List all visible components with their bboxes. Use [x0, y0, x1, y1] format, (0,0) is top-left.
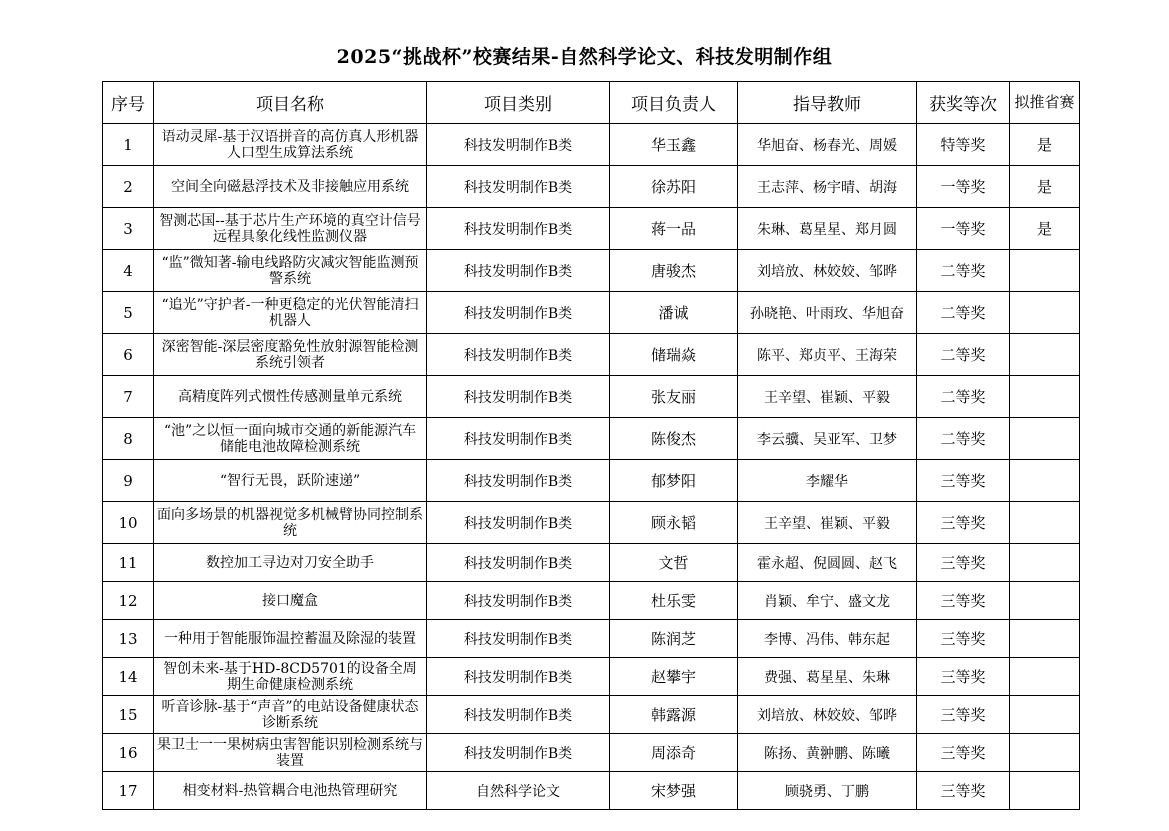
cell-recommend	[1010, 734, 1080, 772]
cell-teachers: 陈扬、黄翀鹏、陈曦	[738, 734, 917, 772]
cell-recommend	[1010, 292, 1080, 334]
cell-award: 二等奖	[917, 292, 1010, 334]
cell-award: 三等奖	[917, 734, 1010, 772]
cell-name: “池”之以恒一面向城市交通的新能源汽车储能电池故障检测系统	[154, 418, 427, 460]
col-header-name: 项目名称	[154, 82, 427, 124]
cell-award: 二等奖	[917, 250, 1010, 292]
cell-no: 13	[103, 620, 154, 658]
cell-recommend	[1010, 620, 1080, 658]
cell-recommend	[1010, 696, 1080, 734]
table-row	[103, 734, 1080, 772]
cell-leader: 韩露源	[610, 696, 738, 734]
cell-name: 相变材料-热管耦合电池热管理研究	[154, 772, 427, 810]
cell-no: 11	[103, 544, 154, 582]
cell-category: 科技发明制作B类	[427, 696, 610, 734]
cell-category: 科技发明制作B类	[427, 544, 610, 582]
cell-leader: 赵攀宇	[610, 658, 738, 696]
cell-leader: 杜乐雯	[610, 582, 738, 620]
cell-category: 科技发明制作B类	[427, 460, 610, 502]
table-row	[103, 334, 1080, 376]
table-row	[103, 658, 1080, 696]
table-row	[103, 696, 1080, 734]
table-row	[103, 376, 1080, 418]
cell-no: 15	[103, 696, 154, 734]
cell-recommend	[1010, 502, 1080, 544]
cell-name: 一种用于智能服饰温控蓄温及除湿的装置	[154, 620, 427, 658]
table-row	[103, 124, 1080, 166]
cell-name: “智行无畏，跃阶速递”	[154, 460, 427, 502]
cell-no: 6	[103, 334, 154, 376]
table-row	[103, 166, 1080, 208]
table-row	[103, 460, 1080, 502]
cell-teachers: 王志萍、杨宇晴、胡海	[738, 166, 917, 208]
cell-no: 3	[103, 208, 154, 250]
cell-recommend	[1010, 334, 1080, 376]
header-row	[103, 82, 1080, 124]
cell-recommend	[1010, 582, 1080, 620]
cell-no: 14	[103, 658, 154, 696]
table-row	[103, 250, 1080, 292]
col-header-category: 项目类别	[427, 82, 610, 124]
cell-award: 三等奖	[917, 620, 1010, 658]
cell-leader: 潘诚	[610, 292, 738, 334]
cell-recommend	[1010, 544, 1080, 582]
cell-name: 深密智能-深层密度豁免性放射源智能检测系统引领者	[154, 334, 427, 376]
cell-recommend	[1010, 460, 1080, 502]
cell-teachers: 李博、冯伟、韩东起	[738, 620, 917, 658]
cell-teachers: 王辛望、崔颖、平毅	[738, 502, 917, 544]
col-header-leader: 项目负责人	[610, 82, 738, 124]
cell-recommend	[1010, 376, 1080, 418]
cell-name: “追光”守护者-一种更稳定的光伏智能清扫机器人	[154, 292, 427, 334]
cell-leader: 华玉鑫	[610, 124, 738, 166]
cell-leader: 陈俊杰	[610, 418, 738, 460]
table-row	[103, 582, 1080, 620]
cell-no: 8	[103, 418, 154, 460]
cell-teachers: 刘培放、林姣姣、邹晔	[738, 696, 917, 734]
cell-recommend: 是	[1010, 124, 1080, 166]
table-row	[103, 772, 1080, 810]
cell-category: 科技发明制作B类	[427, 658, 610, 696]
cell-no: 9	[103, 460, 154, 502]
cell-recommend	[1010, 418, 1080, 460]
cell-name: 数控加工寻边对刀安全助手	[154, 544, 427, 582]
cell-teachers: 霍永超、倪圆圆、赵飞	[738, 544, 917, 582]
cell-name: 智测芯国--基于芯片生产环境的真空计信号远程具象化线性监测仪器	[154, 208, 427, 250]
cell-category: 科技发明制作B类	[427, 250, 610, 292]
cell-leader: 文哲	[610, 544, 738, 582]
table-row	[103, 208, 1080, 250]
cell-no: 4	[103, 250, 154, 292]
col-header-teachers: 指导教师	[738, 82, 917, 124]
cell-award: 三等奖	[917, 460, 1010, 502]
cell-category: 科技发明制作B类	[427, 502, 610, 544]
cell-teachers: 顾骁勇、丁鹏	[738, 772, 917, 810]
results-table	[102, 81, 1080, 810]
cell-no: 10	[103, 502, 154, 544]
cell-teachers: 肖颖、牟宁、盛文龙	[738, 582, 917, 620]
cell-award: 二等奖	[917, 334, 1010, 376]
cell-name: “监”微知著-输电线路防灾减灾智能监测预警系统	[154, 250, 427, 292]
cell-category: 科技发明制作B类	[427, 582, 610, 620]
cell-teachers: 刘培放、林姣姣、邹晔	[738, 250, 917, 292]
cell-teachers: 朱琳、葛星星、郑月圆	[738, 208, 917, 250]
cell-leader: 唐骏杰	[610, 250, 738, 292]
cell-no: 7	[103, 376, 154, 418]
cell-no: 5	[103, 292, 154, 334]
cell-teachers: 王辛望、崔颖、平毅	[738, 376, 917, 418]
cell-category: 科技发明制作B类	[427, 334, 610, 376]
cell-award: 特等奖	[917, 124, 1010, 166]
cell-name: 接口魔盒	[154, 582, 427, 620]
cell-no: 2	[103, 166, 154, 208]
cell-category: 科技发明制作B类	[427, 208, 610, 250]
cell-category: 科技发明制作B类	[427, 124, 610, 166]
cell-award: 二等奖	[917, 418, 1010, 460]
cell-no: 16	[103, 734, 154, 772]
cell-teachers: 华旭奋、杨春光、周媛	[738, 124, 917, 166]
cell-award: 三等奖	[917, 544, 1010, 582]
cell-teachers: 孙晓艳、叶雨玫、华旭奋	[738, 292, 917, 334]
table-row	[103, 418, 1080, 460]
cell-category: 科技发明制作B类	[427, 734, 610, 772]
table-row	[103, 544, 1080, 582]
cell-leader: 陈润芝	[610, 620, 738, 658]
cell-award: 一等奖	[917, 208, 1010, 250]
table-row	[103, 620, 1080, 658]
cell-leader: 储瑞焱	[610, 334, 738, 376]
cell-category: 科技发明制作B类	[427, 418, 610, 460]
cell-teachers: 费强、葛星星、朱琳	[738, 658, 917, 696]
cell-award: 一等奖	[917, 166, 1010, 208]
cell-leader: 张友丽	[610, 376, 738, 418]
cell-award: 三等奖	[917, 582, 1010, 620]
cell-teachers: 李云骥、吴亚军、卫梦	[738, 418, 917, 460]
cell-name: 听音诊脉-基于“声音”的电站设备健康状态诊断系统	[154, 696, 427, 734]
cell-name: 空间全向磁悬浮技术及非接触应用系统	[154, 166, 427, 208]
cell-award: 三等奖	[917, 696, 1010, 734]
cell-recommend	[1010, 772, 1080, 810]
cell-leader: 蒋一品	[610, 208, 738, 250]
cell-name: 高精度阵列式惯性传感测量单元系统	[154, 376, 427, 418]
col-header-no: 序号	[103, 82, 154, 124]
table-row	[103, 292, 1080, 334]
cell-award: 三等奖	[917, 772, 1010, 810]
cell-recommend: 是	[1010, 208, 1080, 250]
cell-recommend	[1010, 250, 1080, 292]
cell-name: 果卫士一一果树病虫害智能识别检测系统与装置	[154, 734, 427, 772]
col-header-award: 获奖等次	[917, 82, 1010, 124]
cell-category: 科技发明制作B类	[427, 166, 610, 208]
cell-category: 科技发明制作B类	[427, 376, 610, 418]
cell-no: 1	[103, 124, 154, 166]
table-row	[103, 502, 1080, 544]
cell-no: 17	[103, 772, 154, 810]
cell-award: 二等奖	[917, 376, 1010, 418]
cell-category: 科技发明制作B类	[427, 292, 610, 334]
page-title: 2025“挑战杯”校赛结果-自然科学论文、科技发明制作组	[336, 46, 833, 68]
cell-award: 三等奖	[917, 658, 1010, 696]
cell-recommend	[1010, 658, 1080, 696]
col-header-recommend: 拟推省赛	[1010, 82, 1080, 124]
cell-leader: 宋梦强	[610, 772, 738, 810]
cell-teachers: 陈平、郑贞平、王海荣	[738, 334, 917, 376]
cell-name: 语动灵犀-基于汉语拼音的高仿真人形机器人口型生成算法系统	[154, 124, 427, 166]
cell-award: 三等奖	[917, 502, 1010, 544]
cell-no: 12	[103, 582, 154, 620]
cell-leader: 顾永韬	[610, 502, 738, 544]
cell-category: 自然科学论文	[427, 772, 610, 810]
cell-leader: 周添奇	[610, 734, 738, 772]
cell-leader: 徐苏阳	[610, 166, 738, 208]
cell-leader: 郁梦阳	[610, 460, 738, 502]
cell-category: 科技发明制作B类	[427, 620, 610, 658]
cell-recommend: 是	[1010, 166, 1080, 208]
cell-teachers: 李耀华	[738, 460, 917, 502]
cell-name: 面向多场景的机器视觉多机械臂协同控制系统	[154, 502, 427, 544]
cell-name: 智创未来-基于HD-8CD5701的设备全周期生命健康检测系统	[154, 658, 427, 696]
